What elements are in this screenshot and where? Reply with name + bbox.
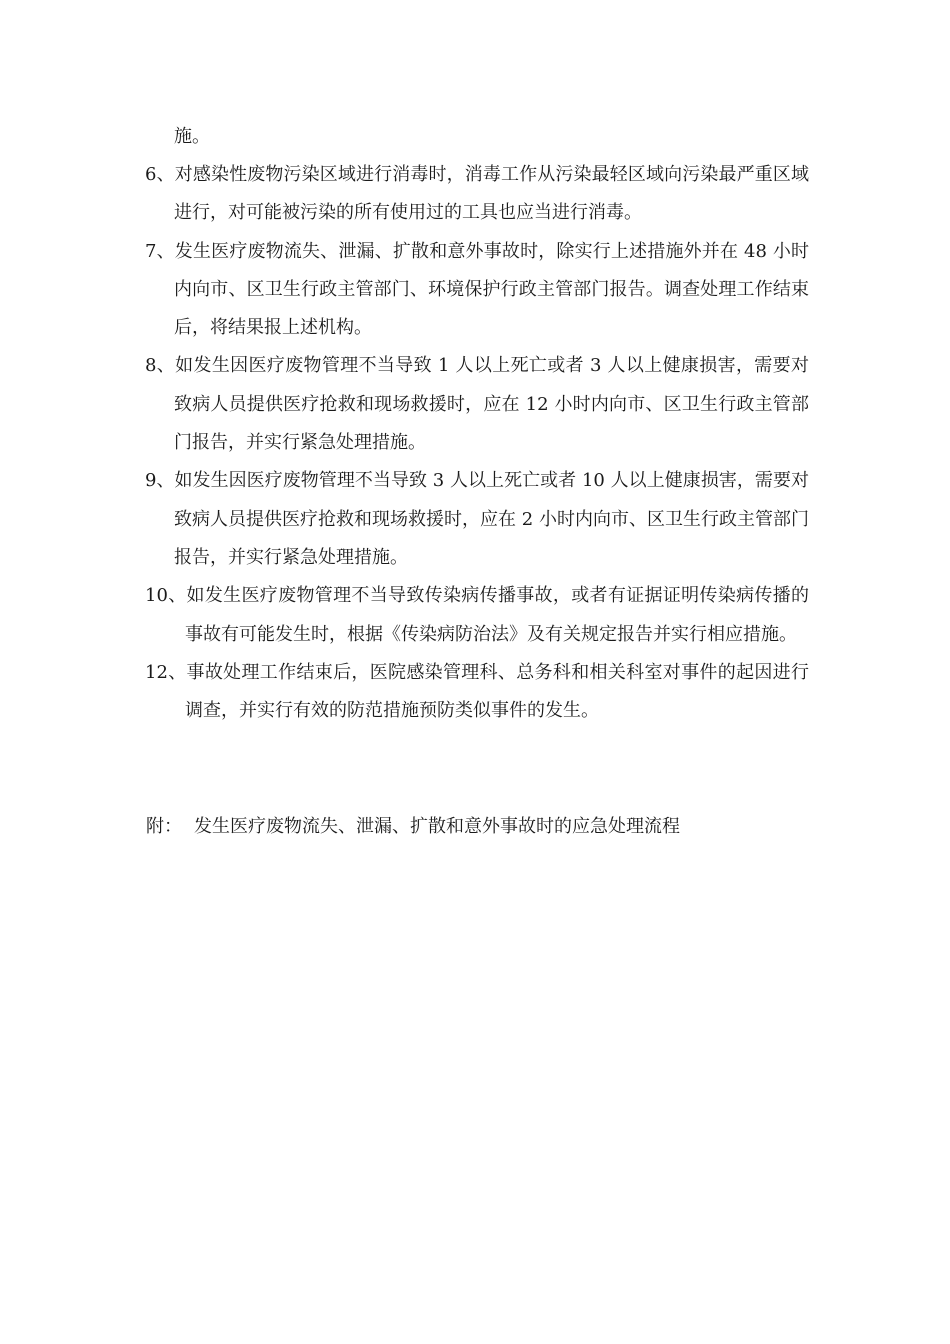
list-item-9: 9、如发生因医疗废物管理不当导致 3 人以上死亡或者 10 人以上健康损害，需要对致病人员提供医疗抢救和现场救援时，应在 2 小时内向市、区卫生行政主管部门报告，并实行紧急处理措施。 [145, 470, 809, 568]
list-item-6: 6、对感染性废物污染区域进行消毒时，消毒工作从污染最轻区域向污染最严重区域进行，对可能被污染的所有使用过的工具也应当进行消毒。 [145, 164, 809, 224]
continuation-text: 施。 [174, 126, 210, 147]
procedure-list [145, 156, 809, 730]
attachment-note [146, 808, 680, 846]
attachment-label: 附： [146, 816, 182, 837]
list-item-8: 8、如发生因医疗废物管理不当导致 1 人以上死亡或者 3 人以上健康损害，需要对致病人员提供医疗抢救和现场救援时，应在 12 小时内向市、区卫生行政主管部门报告，并实行紧急处理措施。 [145, 355, 809, 454]
list-item-7: 7、发生医疗废物流失、泄漏、扩散和意外事故时，除实行上述措施外并在 48 小时内向市、区卫生行政主管部门、环境保护行政主管部门报告。调查处理工作结束后，将结果报上述机构。 [145, 240, 809, 339]
list-item-10: 10、如发生医疗废物管理不当导致传染病传播事故，或者有证据证明传染病传播的事故有可能发生时，根据《传染病防治法》及有关规定报告并实行相应措施。 [145, 585, 809, 645]
attachment-title: 发生医疗废物流失、泄漏、扩散和意外事故时的应急处理流程 [194, 816, 680, 837]
list-item-12: 12、事故处理工作结束后，医院感染管理科、总务科和相关科室对事件的起因进行调查，并实行有效的防范措施预防类似事件的发生。 [145, 661, 809, 722]
